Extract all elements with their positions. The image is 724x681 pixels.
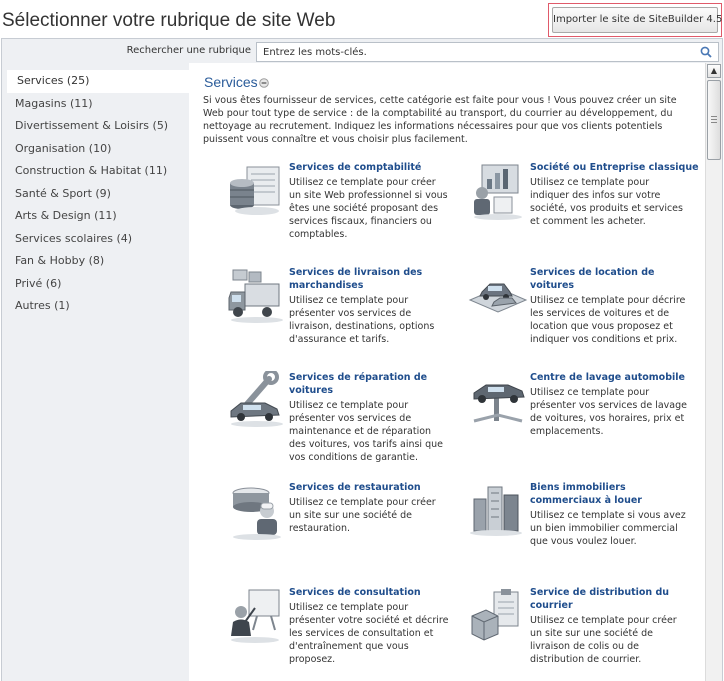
category-sidebar	[7, 70, 189, 681]
sidebar-item-services[interactable]: Services (25)	[7, 70, 189, 93]
search-input[interactable]	[257, 43, 697, 61]
magnifier-icon[interactable]	[700, 46, 712, 58]
sidebar-item-sante-sport[interactable]: Santé & Sport (9)	[15, 186, 111, 200]
car-lift-icon	[468, 371, 528, 431]
office-chart-icon	[468, 161, 528, 221]
sidebar-item-divertissement[interactable]: Divertissement & Loisirs (5)	[15, 119, 169, 132]
category-selector-panel	[1, 38, 723, 681]
template-card[interactable]	[468, 371, 705, 476]
template-card[interactable]	[227, 371, 477, 476]
template-title[interactable]: Services de livraison des marchandises	[289, 267, 423, 291]
template-description: Utilisez ce template pour présenter votre société et décrire les services de consultation et d'entraînement que vous proposez.	[289, 602, 449, 665]
template-description: Utilisez ce template pour créer un site sur une société de livraison de colis ou de distribution de courrier.	[530, 615, 677, 665]
template-description: Utilisez ce template pour créer un site Web professionnel si vous êtes une société proposant des services fiscaux, financiers ou comptables.	[289, 177, 448, 240]
sidebar-item-magasins[interactable]: Magasins (11)	[15, 96, 93, 110]
wrench-car-icon	[227, 371, 287, 431]
sidebar-item-organisation[interactable]: Organisation (10)	[15, 141, 112, 155]
sidebar-item-construction[interactable]: Construction & Habitat (11)	[15, 164, 168, 177]
sidebar-item-services-scolaires[interactable]: Services scolaires (4)	[15, 231, 133, 245]
template-title[interactable]: Services de consultation	[289, 587, 421, 598]
template-card[interactable]	[468, 161, 705, 266]
template-description: Utilisez ce template si vous avez un bien immobilier commercial que vous voulez louer.	[530, 510, 686, 547]
template-title[interactable]: Biens immobiliers commerciaux à louer	[530, 482, 642, 506]
template-card[interactable]	[468, 266, 705, 371]
sidebar-item-autres[interactable]: Autres (1)	[15, 299, 70, 312]
buildings-icon	[468, 481, 528, 541]
section-title: Services	[204, 74, 258, 90]
search-box	[256, 42, 719, 62]
parcel-clipboard-icon	[468, 586, 528, 646]
import-button-highlight	[548, 3, 722, 37]
template-description: Utilisez ce template pour présenter vos services de livraison, destinations, options d'assurance et tarifs.	[289, 295, 435, 345]
coins-ledger-icon	[227, 161, 287, 221]
template-title[interactable]: Service de distribution du courrier	[530, 587, 670, 611]
search-label: Rechercher une rubrique	[126, 45, 251, 56]
vertical-scrollbar[interactable]	[705, 63, 722, 681]
template-description: Utilisez ce template pour indiquer des infos sur votre société, vos produits et services et comment les acheter.	[530, 177, 683, 227]
delivery-truck-icon	[227, 266, 287, 326]
template-description: Utilisez ce template pour décrire les services de voitures et de location que vous proposez et indiquer vos conditions et prix.	[530, 295, 686, 345]
template-title[interactable]: Services de comptabilité	[289, 162, 422, 173]
scroll-up-arrow-icon[interactable]: ▲	[707, 64, 721, 78]
sidebar-item-prive[interactable]: Privé (6)	[15, 276, 62, 290]
template-description: Utilisez ce template pour présenter vos services de lavage de voitures, vos horaires, prix et emplacements.	[530, 387, 687, 437]
template-card[interactable]	[227, 161, 477, 266]
template-card[interactable]	[468, 481, 705, 586]
presenter-board-icon	[227, 586, 287, 646]
template-description: Utilisez ce template pour créer un site sur une société de restauration.	[289, 497, 436, 534]
template-title[interactable]: Centre de lavage automobile	[530, 372, 685, 383]
template-description: Utilisez ce template pour présenter vos services de maintenance et de réparation des voitures, vos tarifs ainsi que vos conditions de garantie.	[289, 400, 443, 463]
template-title[interactable]: Services de location de voitures	[530, 267, 655, 291]
page-title: Sélectionner votre rubrique de site Web	[2, 10, 336, 31]
section-intro: Si vous êtes fournisseur de services, cette catégorie est faite pour vous ! Vous pouvez créer un site Web pour tout type de service : de la comptabilité au transport, du courrier au développement, du nettoyage au recrutement. Indiquez les informations nécessaires pour que vos clients potentiels puissent vous connaître et vous choisir plus facilement.	[203, 95, 677, 145]
template-card[interactable]	[227, 586, 477, 681]
template-card[interactable]	[227, 266, 477, 371]
sidebar-item-fan-hobby[interactable]: Fan & Hobby (8)	[15, 254, 105, 267]
scroll-thumb[interactable]	[707, 80, 721, 160]
template-list	[189, 63, 705, 681]
template-title[interactable]: Services de restauration	[289, 482, 421, 493]
template-title[interactable]: Société ou Entreprise classique	[530, 162, 699, 173]
template-title[interactable]: Services de réparation de voitures	[289, 372, 428, 396]
chef-cake-icon	[227, 481, 287, 541]
template-card[interactable]	[468, 586, 705, 681]
import-sitebuilder-button[interactable]: Importer le site de SiteBuilder 4.5	[552, 7, 718, 33]
template-card[interactable]	[227, 481, 477, 586]
sidebar-item-arts-design[interactable]: Arts & Design (11)	[15, 209, 117, 222]
car-rental-icon	[468, 266, 528, 326]
collapse-icon[interactable]	[259, 78, 269, 88]
